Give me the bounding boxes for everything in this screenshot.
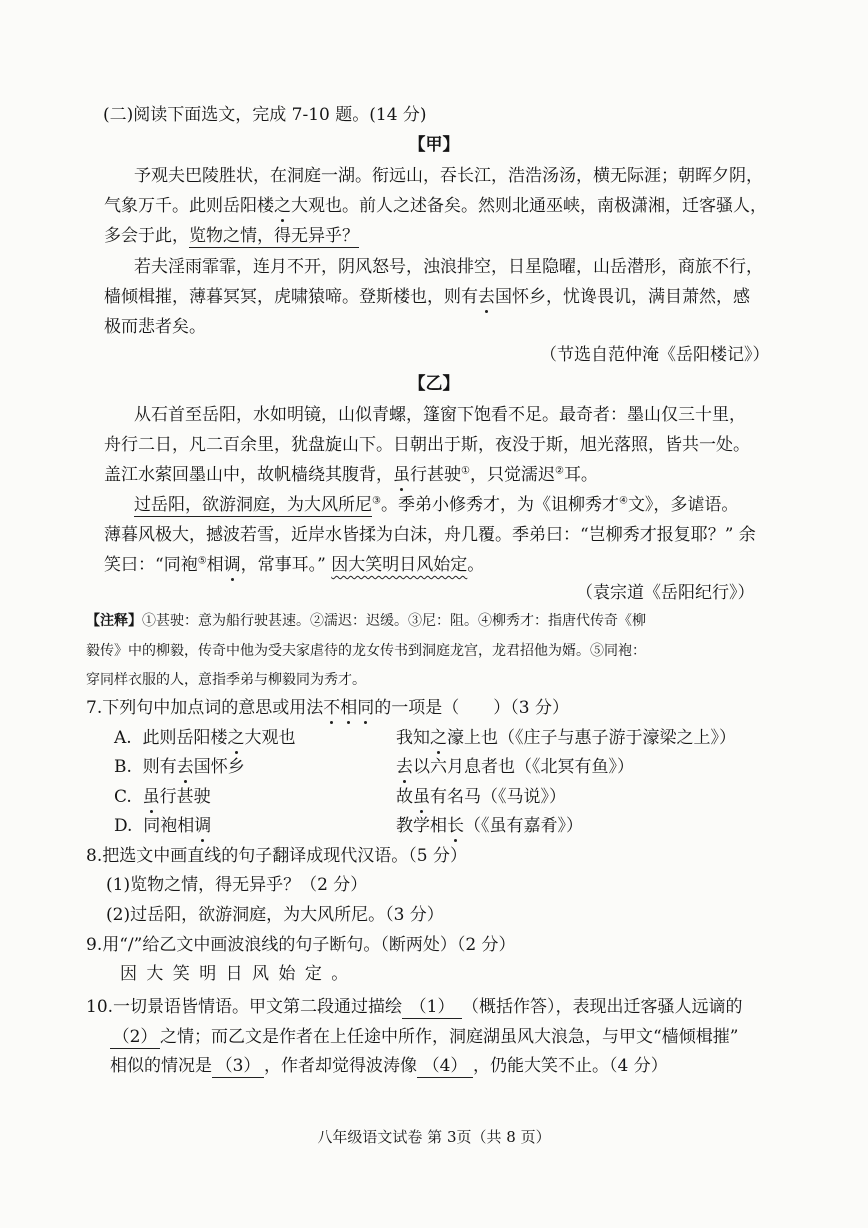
jia-p2-line2: 樯倾楫摧，薄暮冥冥，虎啸猿啼。登斯楼也，则有去国怀乡，忧谗畏讥，满目萧然，感 <box>104 287 750 307</box>
q7-option-b-compare: 去以六月息者也（《北冥有鱼》） <box>396 757 634 777</box>
note-ref-3: ③ <box>372 495 381 507</box>
blank-2[interactable]: （2） <box>110 1026 160 1049</box>
q7-option-d[interactable]: D. 同袍相调 <box>114 816 212 836</box>
notes-line3: 穿同样衣服的人，意指季弟与柳毅同为秀才。 <box>86 672 366 688</box>
notes-label: 【注释】 <box>86 613 142 629</box>
q7-option-a[interactable]: A. 此则岳阳楼之大观也 <box>114 728 296 748</box>
underlined-sentence-1: 览物之情，得无异乎？ <box>189 226 359 246</box>
wavy-sentence: 因大笑明日风始定 <box>331 555 468 575</box>
section-title: (二)阅读下面选文，完成 7-10 题。(14 分) <box>103 105 427 125</box>
jia-p2-line1: 若夫淫雨霏霏，连月不开，阴风怒号，浊浪排空，日星隐曜，山岳潜形，商旅不行， <box>134 257 763 277</box>
note-ref-1: ① <box>461 465 470 477</box>
q10-line3: 相似的情况是 （3） ，作者却觉得波涛像 （4） ，仍能大笑不止。（4 分） <box>110 1056 668 1076</box>
jia-p2-line3: 极而悲者矣。 <box>104 317 206 337</box>
q7-option-c[interactable]: C. 虽行甚驶 <box>114 787 211 807</box>
jia-source: （节选自范仲淹《岳阳楼记》） <box>540 345 770 365</box>
underlined-sentence-2: 过岳阳，欲游洞庭，为大风所尼 <box>134 495 372 515</box>
yi-line4: 过岳阳，欲游洞庭，为大风所尼③。季弟小修秀才，为《诅柳秀才④文》，多谑语。 <box>134 495 739 515</box>
yi-source: （袁宗道《岳阳纪行》） <box>576 583 755 603</box>
q9-sentence[interactable]: 因 大 笑 明 日 风 始 定 。 <box>120 964 351 984</box>
yi-heading: 【乙】 <box>408 374 460 394</box>
q7-option-c-compare: 故虽有名马（《马说》） <box>396 787 566 807</box>
note-ref-2: ② <box>554 465 564 477</box>
q7-option-a-compare: 我知之濠上也（《庄子与惠子游于濠梁之上》） <box>396 728 736 748</box>
dotted-char: 虽 <box>393 465 410 485</box>
notes-line2: 毅传》中的柳毅，传奇中他为受夫家虐待的龙女传书到洞庭龙宫，龙君招他为婿。⑤同袍： <box>86 643 646 659</box>
blank-4[interactable]: （4） <box>417 1055 473 1078</box>
note-ref-4: ④ <box>618 495 628 507</box>
dotted-char: 调 <box>223 555 241 575</box>
q7-stem: 7.下列句中加点词的意思或用法不相同的一项是（ ）（3 分） <box>86 698 569 718</box>
yi-line5: 薄暮风极大，撼波若雪，近岸水皆揉为白沫，舟几覆。季弟曰：“岂柳秀才报复耶？” 余 <box>104 525 756 545</box>
blank-1[interactable]: （1） <box>402 996 462 1019</box>
yi-line6: 笑曰：“同袍⑤相调，常事耳。” 因大笑明日风始定。 <box>104 555 485 575</box>
q9-stem: 9.用“/”给乙文中画波浪线的句子断句。（断两处）（2 分） <box>86 935 516 955</box>
notes-line1: 【注释】①甚驶：意为船行驶甚速。②濡迟：迟缓。③尼：阻。④柳秀才：指唐代传奇《柳 <box>86 613 646 629</box>
yi-line2: 舟行二日，凡二百余里，犹盘旋山下。日朝出于斯，夜没于斯，旭光落照，皆共一处。 <box>104 435 750 455</box>
q8-sub2: (2)过岳阳，欲游洞庭，为大风所尼。（3 分） <box>106 905 444 925</box>
yi-line1: 从石首至岳阳，水如明镜，山似青螺，篷窗下饱看不足。最奇者：墨山仅三十里， <box>134 405 746 425</box>
blank-3[interactable]: （3） <box>212 1055 264 1078</box>
q7-option-b[interactable]: B. 则有去国怀乡 <box>114 757 245 777</box>
jia-p1-line1: 予观夫巴陵胜状，在洞庭一湖。衔远山，吞长江，浩浩汤汤，横无际涯；朝晖夕阴， <box>134 166 763 186</box>
q8-stem: 8.把选文中画直线的句子翻译成现代汉语。（5 分） <box>86 846 467 866</box>
jia-p1-line3: 多会于此，览物之情，得无异乎？ <box>104 226 359 246</box>
yi-line3: 盖江水萦回墨山中，故帆樯绕其腹背，虽行甚驶①，只觉濡迟②耳。 <box>104 465 598 485</box>
note-ref-5: ⑤ <box>197 555 207 567</box>
q10-line1: 10.一切景语皆情语。甲文第二段通过描绘 （1） （概括作答），表现出迁客骚人远谪的 <box>86 997 743 1017</box>
dotted-char: 去 <box>478 287 495 307</box>
q7-option-d-compare: 教学相长（《虽有嘉肴》） <box>396 816 583 836</box>
q10-line2: （2） 之情；而乙文是作者在上任途中所作，洞庭湖虽风大浪急，与甲文“樯倾楫摧” <box>110 1026 738 1049</box>
jia-p1-line2: 气象万千。此则岳阳楼之大观也。前人之述备矣。然则北通巫峡，南极潇湘，迁客骚人， <box>104 196 767 216</box>
page-footer: 八年级语文试卷 第 3页（共 8 页） <box>317 1128 551 1146</box>
dotted-char: 之 <box>274 196 291 216</box>
jia-heading: 【甲】 <box>408 135 460 155</box>
q8-sub1: (1)览物之情，得无异乎？（2 分） <box>106 875 368 895</box>
